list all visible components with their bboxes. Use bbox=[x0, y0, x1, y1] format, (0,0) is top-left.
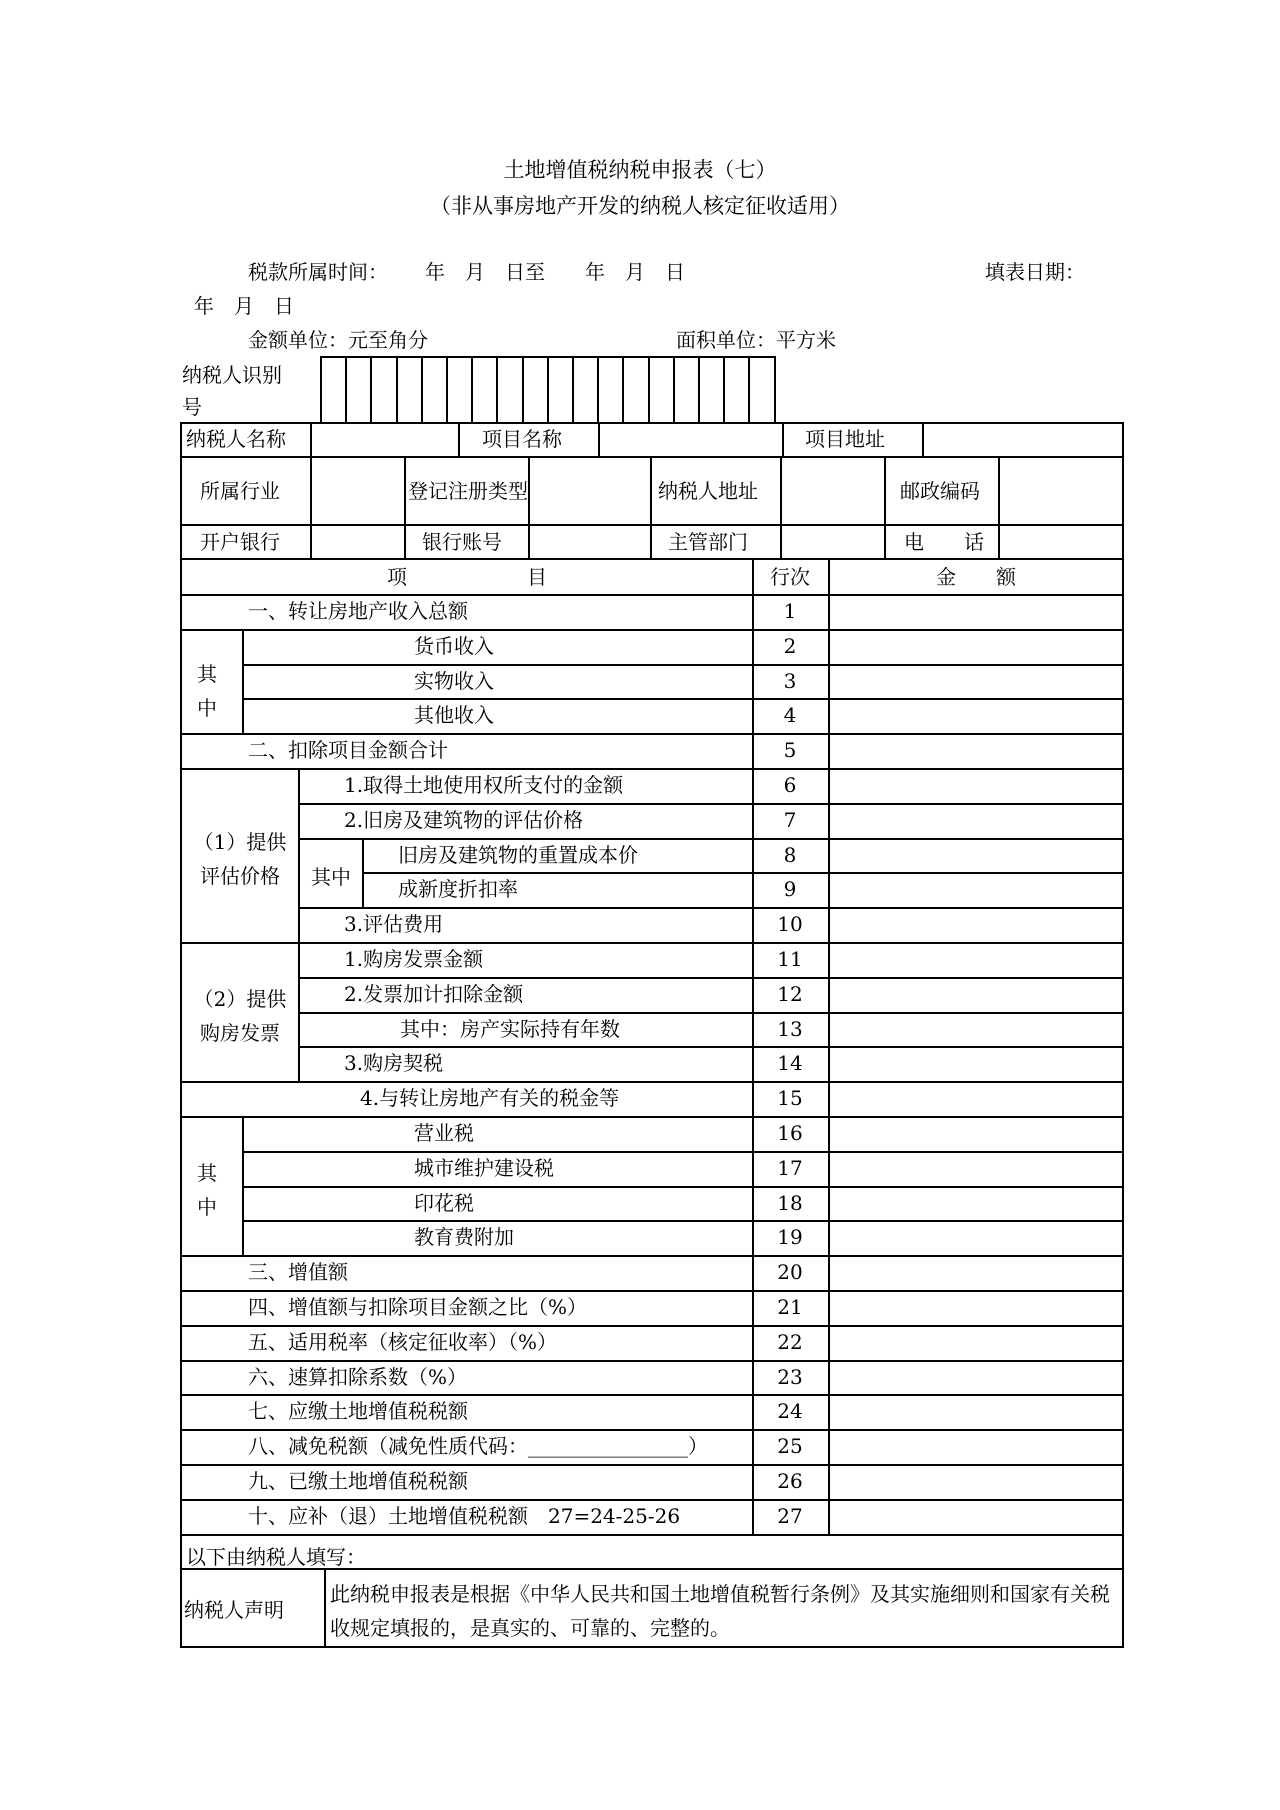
id-box bbox=[421, 356, 423, 424]
row-label: 一、转让房地产收入总额 bbox=[248, 599, 468, 624]
row-number: 17 bbox=[777, 1156, 803, 1181]
row-label: 成新度折扣率 bbox=[398, 877, 518, 902]
header-row-no: 行次 bbox=[770, 565, 810, 589]
row-number: 3 bbox=[783, 669, 797, 694]
header-amount: 金 额 bbox=[936, 565, 1016, 589]
row-label: 其他收入 bbox=[414, 703, 494, 728]
row-amount-input[interactable] bbox=[832, 768, 1122, 803]
row-amount-input[interactable] bbox=[832, 698, 1122, 733]
group-income-qizhong: 其中 bbox=[197, 662, 217, 720]
phone-label: 电 话 bbox=[904, 530, 984, 554]
authority-label: 主管部门 bbox=[668, 530, 748, 554]
row-label: 印花税 bbox=[414, 1191, 474, 1216]
row-amount-input[interactable] bbox=[832, 1081, 1122, 1116]
row-number: 26 bbox=[777, 1469, 803, 1494]
row-amount-input[interactable] bbox=[832, 1464, 1122, 1499]
id-box bbox=[723, 356, 725, 424]
row-amount-input[interactable] bbox=[832, 1325, 1122, 1360]
industry-label: 所属行业 bbox=[200, 479, 280, 503]
id-box bbox=[345, 356, 347, 424]
group-tax-qizhong: 其中 bbox=[197, 1161, 217, 1219]
row-number: 11 bbox=[777, 947, 803, 972]
id-box bbox=[597, 356, 599, 424]
row-amount-input[interactable] bbox=[832, 594, 1122, 629]
row-label: 九、已缴土地增值税税额 bbox=[248, 1469, 468, 1494]
period-label: 税款所属时间： bbox=[248, 260, 388, 284]
row-label: 二、扣除项目金额合计 bbox=[248, 738, 448, 763]
row-label: 八、减免税额（减免性质代码：________________） bbox=[248, 1434, 708, 1459]
row-number: 22 bbox=[777, 1330, 803, 1355]
row-amount-input[interactable] bbox=[832, 1499, 1122, 1534]
id-box bbox=[572, 356, 574, 424]
row-label: 七、应缴土地增值税税额 bbox=[248, 1399, 468, 1424]
row-number: 10 bbox=[777, 912, 803, 937]
id-box bbox=[370, 356, 372, 424]
group-invoice: （2）提供购房发票 bbox=[193, 987, 287, 1045]
row-number: 7 bbox=[783, 808, 797, 833]
bank-account-label: 银行账号 bbox=[422, 530, 502, 554]
row-label: 营业税 bbox=[414, 1121, 474, 1146]
id-box bbox=[522, 356, 524, 424]
row-label: 3.购房契税 bbox=[344, 1051, 444, 1076]
id-box bbox=[547, 356, 549, 424]
id-box bbox=[471, 356, 473, 424]
header-item: 项 目 bbox=[387, 565, 547, 589]
reg-type-label: 登记注册类型 bbox=[408, 479, 528, 503]
row-amount-input[interactable] bbox=[832, 1186, 1122, 1221]
id-box bbox=[774, 356, 776, 424]
row-label: 其中：房产实际持有年数 bbox=[400, 1017, 620, 1042]
id-box bbox=[320, 356, 322, 424]
row-amount-input[interactable] bbox=[832, 838, 1122, 873]
id-box bbox=[496, 356, 498, 424]
row-amount-input[interactable] bbox=[832, 977, 1122, 1012]
row-amount-input[interactable] bbox=[832, 803, 1122, 838]
id-box bbox=[673, 356, 675, 424]
declaration-label: 纳税人声明 bbox=[184, 1598, 284, 1622]
id-box bbox=[748, 356, 750, 424]
footer-note: 以下由纳税人填写： bbox=[186, 1545, 366, 1569]
project-name-label: 项目名称 bbox=[482, 427, 562, 451]
row-amount-input[interactable] bbox=[832, 1290, 1122, 1325]
declaration-text: 此纳税申报表是根据《中华人民共和国土地增值税暂行条例》及其实施细则和国家有关税收规定填报的，是真实的、可靠的、完整的。 bbox=[330, 1582, 1110, 1640]
row-amount-input[interactable] bbox=[832, 907, 1122, 942]
row-number: 1 bbox=[783, 599, 797, 624]
row-number: 8 bbox=[783, 843, 797, 868]
id-box bbox=[648, 356, 650, 424]
amount-unit: 金额单位：元至角分 bbox=[248, 328, 428, 352]
row-label: 旧房及建筑物的重置成本价 bbox=[398, 843, 638, 868]
row-amount-input[interactable] bbox=[832, 942, 1122, 977]
row-label: 十、应补（退）土地增值税税额 27=24-25-26 bbox=[248, 1504, 681, 1529]
row-amount-input[interactable] bbox=[832, 1255, 1122, 1290]
row-number: 16 bbox=[777, 1121, 803, 1146]
bank-label: 开户银行 bbox=[200, 530, 280, 554]
taxpayer-id-label: 纳税人识别号 bbox=[182, 363, 282, 419]
row-number: 5 bbox=[783, 738, 797, 763]
form-title: 土地增值税纳税申报表（七） bbox=[503, 158, 777, 182]
row-number: 13 bbox=[777, 1017, 803, 1042]
row-label: 四、增值额与扣除项目金额之比（%） bbox=[248, 1295, 588, 1320]
row-amount-input[interactable] bbox=[832, 664, 1122, 699]
row-label: 1.购房发票金额 bbox=[344, 947, 484, 972]
row-number: 23 bbox=[777, 1365, 803, 1390]
row-number: 12 bbox=[777, 982, 803, 1007]
row-number: 4 bbox=[783, 703, 797, 728]
row-amount-input[interactable] bbox=[832, 1220, 1122, 1255]
row-amount-input[interactable] bbox=[832, 1046, 1122, 1081]
row-number: 2 bbox=[783, 634, 797, 659]
id-box bbox=[396, 356, 398, 424]
group-assess-qizhong: 其中 bbox=[311, 865, 351, 889]
row-amount-input[interactable] bbox=[832, 872, 1122, 907]
row-amount-input[interactable] bbox=[832, 1429, 1122, 1464]
period-value[interactable]: 年 月 日至 年 月 日 bbox=[425, 260, 685, 284]
row-number: 21 bbox=[777, 1295, 803, 1320]
id-box bbox=[698, 356, 700, 424]
form-subtitle: （非从事房地产开发的纳税人核定征收适用） bbox=[430, 194, 850, 218]
row-label: 六、速算扣除系数（%） bbox=[248, 1365, 468, 1390]
row-label: 2.旧房及建筑物的评估价格 bbox=[344, 808, 584, 833]
project-address-label: 项目地址 bbox=[805, 427, 885, 451]
id-box bbox=[446, 356, 448, 424]
row-number: 24 bbox=[777, 1399, 803, 1424]
fill-date-label: 填表日期： bbox=[985, 260, 1085, 284]
row-amount-input[interactable] bbox=[832, 1116, 1122, 1151]
row-amount-input[interactable] bbox=[832, 1360, 1122, 1395]
row-amount-input[interactable] bbox=[832, 629, 1122, 664]
row-number: 19 bbox=[777, 1225, 803, 1250]
row-label: 实物收入 bbox=[414, 669, 494, 694]
row-number: 18 bbox=[777, 1191, 803, 1216]
row-number: 14 bbox=[777, 1051, 803, 1076]
taxpayer-address-label: 纳税人地址 bbox=[658, 479, 758, 503]
row-label: 货币收入 bbox=[414, 634, 494, 659]
row-label: 三、增值额 bbox=[248, 1260, 348, 1285]
row-number: 20 bbox=[777, 1260, 803, 1285]
row-label: 3.评估费用 bbox=[344, 912, 444, 937]
row-number: 6 bbox=[783, 773, 797, 798]
postal-code-label: 邮政编码 bbox=[900, 479, 980, 503]
fill-date-value[interactable]: 年 月 日 bbox=[194, 294, 294, 318]
area-unit: 面积单位：平方米 bbox=[676, 328, 836, 352]
taxpayer-name-label: 纳税人名称 bbox=[186, 427, 286, 451]
row-number: 27 bbox=[777, 1504, 803, 1529]
row-label: 五、适用税率（核定征收率）（%） bbox=[248, 1330, 558, 1355]
row-amount-input[interactable] bbox=[832, 733, 1122, 768]
row-number: 9 bbox=[783, 877, 797, 902]
row-amount-input[interactable] bbox=[832, 1394, 1122, 1429]
row-label: 1.取得土地使用权所支付的金额 bbox=[344, 773, 624, 798]
row-label: 城市维护建设税 bbox=[414, 1156, 554, 1181]
row-label: 4.与转让房地产有关的税金等 bbox=[360, 1086, 620, 1111]
row-number: 15 bbox=[777, 1086, 803, 1111]
row-amount-input[interactable] bbox=[832, 1012, 1122, 1047]
id-box bbox=[622, 356, 624, 424]
row-amount-input[interactable] bbox=[832, 1151, 1122, 1186]
row-label: 2.发票加计扣除金额 bbox=[344, 982, 524, 1007]
group-assess: （1）提供评估价格 bbox=[193, 830, 287, 888]
row-label: 教育费附加 bbox=[414, 1225, 514, 1250]
row-number: 25 bbox=[777, 1434, 803, 1459]
